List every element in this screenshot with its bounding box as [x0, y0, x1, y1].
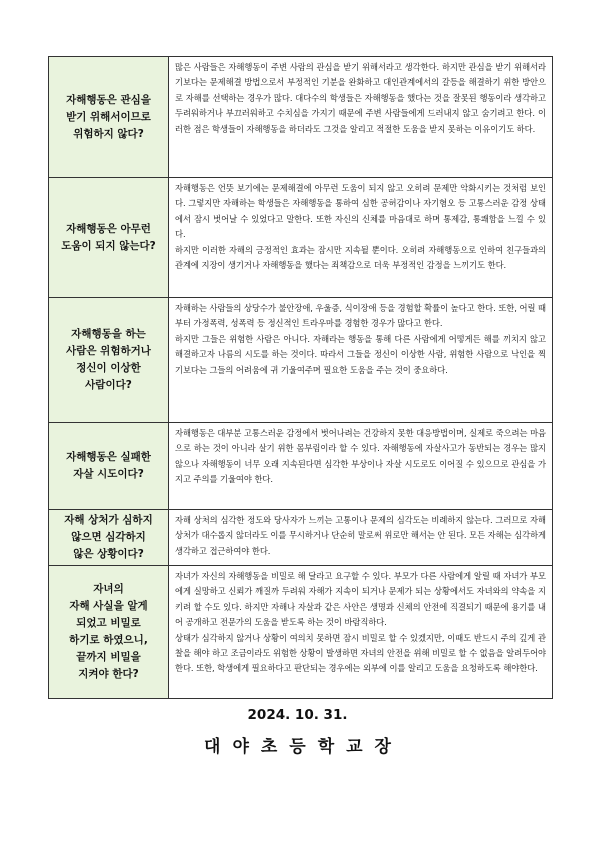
answer-paragraph: 자해행동은 대부분 고통스러운 감정에서 벗어나려는 건강하지 못한 대응방법이며, 실제로 죽으려는 마음으로 하는 것이 아니라 살기 위한 몸부림이라 할 수 있다. 자해행동에 자살사고가 동반되는 경우는 많지 않으나 자해행동이 너무 오래 지속된다면 심각한 부상이나 자살 시도로도 이어질 수 있으므로 관심을 가지고 주의를 기울여야 한다.	[175, 428, 546, 485]
question-cell	[49, 298, 169, 423]
question-text: 자녀의 자해 사실을 알게 되었고 비밀로 하기로 하였으니, 끝까지 비밀을 지켜야 한다?	[69, 583, 148, 680]
question-text: 자해행동을 하는 사람은 위험하거나 정신이 이상한 사람이다?	[66, 328, 151, 391]
faq-row	[49, 178, 553, 298]
faq-table	[48, 56, 553, 699]
question-cell	[49, 423, 169, 510]
answer-paragraph: 자녀가 자신의 자해행동을 비밀로 해 달라고 요구할 수 있다. 부모가 다른 사람에게 알릴 때 자녀가 부모에게 실망하고 신뢰가 깨질까 두려워 자해가 지속이 되거나 문제가 되는 상황에서도 자녀와의 약속을 지키려 할 수도 있다. 하지만 자해나 자살과 같은 사안은 생명과 신체의 안전에 직결되기 때문에 용기를 내어 공개하고 전문가의 도움을 받도록 하는 것이 바람직하다.	[175, 571, 546, 628]
faq-row	[49, 298, 553, 423]
signer-title: 대야초등학교장	[204, 737, 403, 757]
faq-row	[49, 566, 553, 699]
answer-cell	[169, 298, 553, 423]
answer-cell	[169, 566, 553, 699]
answer-paragraph: 자해행동은 언뜻 보기에는 문제해결에 아무런 도움이 되지 않고 오히려 문제만 악화시키는 것처럼 보인다. 그렇지만 자해하는 학생들은 자해행동을 통하여 심한 공허감이나 자기혐오 등 고통스러운 감정 상태에서 잠시 벗어날 수 있었다고 말한다. 또한 자신의 신체를 마음대로 하며 통제감, 통쾌함을 느낄 수 있다.	[175, 183, 546, 240]
question-text: 자해 상처가 심하지 않으면 심각하지 않은 상황이다?	[64, 514, 153, 560]
answer-cell	[169, 57, 553, 178]
question-text: 자해행동은 관심을 받기 위해서이므로 위험하지 않다?	[66, 93, 151, 140]
question-cell	[49, 178, 169, 298]
faq-row	[49, 57, 553, 178]
answer-paragraph: 상태가 심각하지 않거나 상황이 여의치 못하면 잠시 비밀로 할 수 있겠지만, 이때도 반드시 주의 깊게 관찰을 해야 하고 조금이라도 위험한 상황이 발생하면 자녀의 안전을 위해 비밀로 할 수 없음을 알려두어야 한다. 또한, 학생에게 필요하다고 판단되는 경우에는 외부에 이를 알리고 도움을 요청하도록 해야한다.	[175, 632, 546, 674]
question-cell	[49, 566, 169, 699]
answer-cell	[169, 423, 553, 510]
faq-row	[49, 510, 553, 566]
answer-cell	[169, 178, 553, 298]
question-text: 자해행동은 실패한 자살 시도이다?	[66, 451, 151, 480]
answer-paragraph: 자해 상처의 심각한 정도와 당사자가 느끼는 고통이나 문제의 심각도는 비례하지 않는다. 그러므로 자해 상처가 대수롭지 않더라도 이를 무시하거나 단순히 말로써 위로만 해서는 안 된다. 모든 자해는 심각하게 생각하고 접근하여야 한다.	[175, 515, 546, 556]
answer-paragraph: 하지만 그들은 위험한 사람은 아니다. 자해라는 행동을 통해 다른 사람에게 어떻게든 해를 끼치지 않고 해결하고자 나름의 시도를 하는 것이다. 따라서 그들을 정신이 이상한 사람, 위험한 사람으로 낙인을 찍기보다는 그들의 어려움에 귀 기울여주며 필요한 도움을 주는 것이 중요하다.	[175, 333, 546, 375]
answer-paragraph: 하지만 이러한 자해의 긍정적인 효과는 잠시만 지속될 뿐이다. 오히려 자해행동으로 인하여 친구들과의 관계에 지장이 생기거나 자해행동을 했다는 죄책감으로 더욱 부정적인 감정을 느끼기도 한다.	[175, 244, 546, 271]
issue-date: 2024. 10. 31.	[247, 707, 348, 723]
answer-paragraph: 자해하는 사람들의 상당수가 불안장애, 우울증, 식이장애 등을 경험할 확률이 높다고 한다. 또한, 어릴 때부터 가정폭력, 성폭력 등 정신적인 트라우마를 경험한 경우가 많다고 한다.	[175, 303, 546, 329]
answer-paragraph: 많은 사람들은 자해행동이 주변 사람의 관심을 받기 위해서라고 생각한다. 하지만 관심을 받기 위해서라기보다는 문제해결 방법으로서 부정적인 기분을 완화하고 대인관계에서의 갈등을 해결하기 위한 방안으로 자해를 선택하는 경우가 많다. 대다수의 학생들은 자해행동을 했다는 것을 잘못된 행동이라 생각하고 두려워하거나 부끄러워하고 수치심을 가지기 때문에 주변 사람들에게 드러내지 않고 숨기려고 한다. 이러한 점은 학생들이 자해행동을 하더라도 그것을 알리고 적절한 도움을 받지 못하는 이유이기도 하다.	[175, 62, 546, 134]
question-cell	[49, 57, 169, 178]
question-cell	[49, 510, 169, 566]
question-text: 자해행동은 아무런 도움이 되지 않는다?	[61, 222, 156, 252]
faq-row	[49, 423, 553, 510]
answer-cell	[169, 510, 553, 566]
